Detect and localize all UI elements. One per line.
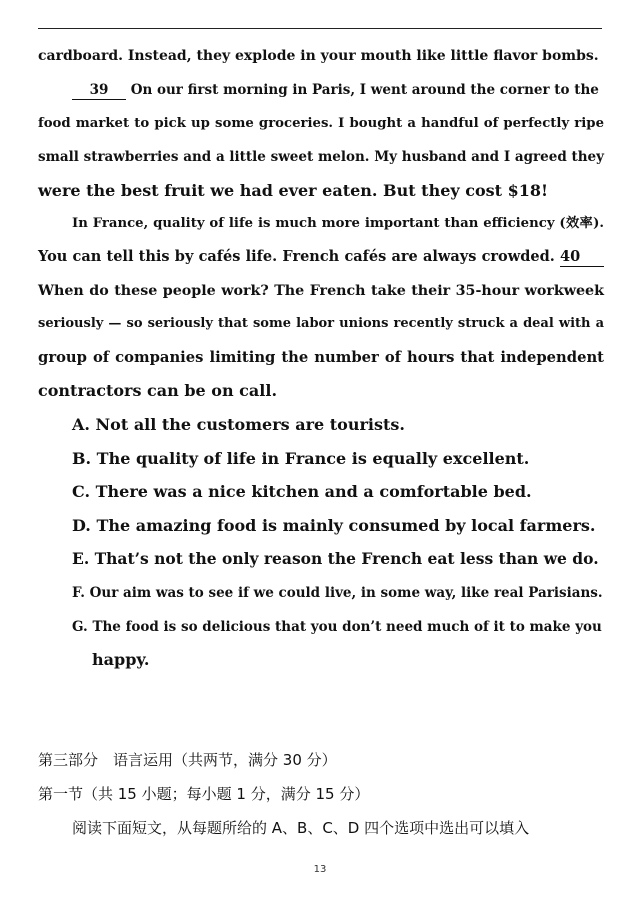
section-heading-part3: 第三部分 语言运用（共两节，满分 30 分） xyxy=(38,751,337,769)
option-g-continued: happy. xyxy=(92,650,150,669)
passage-line: were the best fruit we had ever eaten. But they cost $18! xyxy=(38,181,549,200)
passage-line: In France, quality of life is much more important than efficiency (效率). xyxy=(72,216,604,231)
passage-line: food market to pick up some groceries. I bought a handful of perfectly ripe xyxy=(38,116,604,131)
option-a: A. Not all the customers are tourists. xyxy=(72,415,405,434)
section-instruction: 阅读下面短文，从每题所给的 A、B、C、D 四个选项中选出可以填入 xyxy=(72,819,530,837)
passage-line: small strawberries and a little sweet melon. My husband and I agreed they xyxy=(38,149,604,165)
answer-blank-40: 40 xyxy=(560,248,604,267)
header-rule xyxy=(38,28,602,29)
option-d: D. The amazing food is mainly consumed by local farmers. xyxy=(72,516,596,535)
passage-line: group of companies limiting the number of hours that independent xyxy=(38,349,604,366)
answer-blank-39: 39 xyxy=(72,81,126,100)
passage-line: cardboard. Instead, they explode in your mouth like little flavor bombs. xyxy=(38,48,599,64)
option-e: E. That’s not the only reason the French eat less than we do. xyxy=(72,549,599,568)
passage-line-with-blank-40 xyxy=(38,246,604,268)
option-g: G. The food is so delicious that you don’t need much of it to make you xyxy=(72,619,602,635)
option-c: C. There was a nice kitchen and a comfortable bed. xyxy=(72,482,532,501)
section-heading-section1: 第一节（共 15 小题；每小题 1 分，满分 15 分） xyxy=(38,785,370,803)
passage-line: When do these people work? The French take their 35-hour workweek xyxy=(38,283,604,299)
option-f: F. Our aim was to see if we could live, in some way, like real Parisians. xyxy=(72,585,603,601)
passage-line: seriously — so seriously that some labor unions recently struck a deal with a xyxy=(38,316,604,331)
page-number: 13 xyxy=(313,864,327,875)
passage-line: contractors can be on call. xyxy=(38,381,278,400)
passage-text: You can tell this by cafés life. French cafés are always crowded. xyxy=(38,248,555,265)
passage-line-with-blank-39 xyxy=(72,79,604,101)
passage-text: On our first morning in Paris, I went around the corner to the xyxy=(126,82,599,98)
option-b: B. The quality of life in France is equally excellent. xyxy=(72,449,530,468)
